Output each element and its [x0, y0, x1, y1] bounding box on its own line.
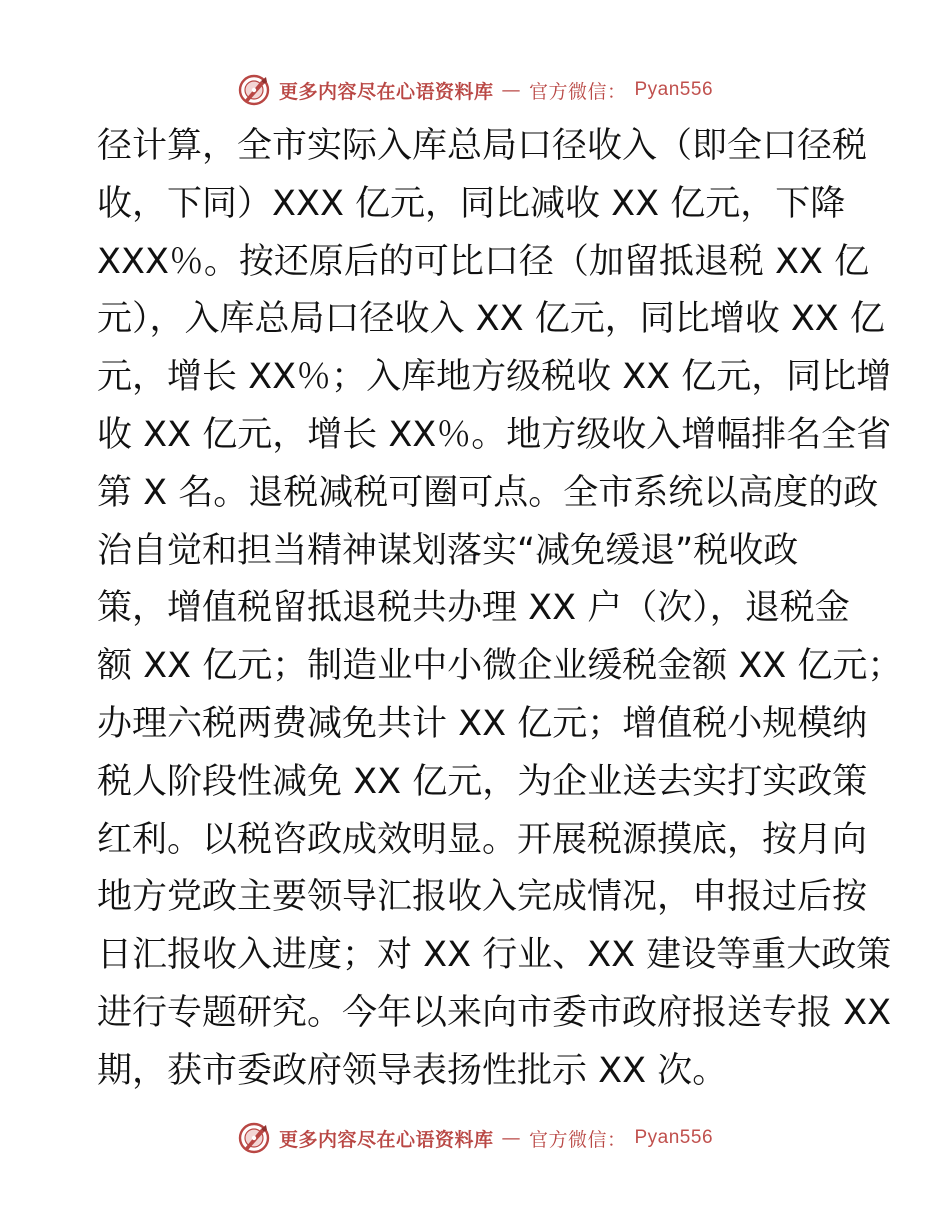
body-line: 日汇报收入进度；对 XX 行业、XX 建设等重大政策	[97, 935, 892, 976]
body-line: 收 XX 亿元，增长 XX％。地方级收入增幅排名全省	[97, 414, 892, 455]
body-line: 地方党政主要领导汇报收入完成情况，申报过后按	[97, 877, 868, 918]
watermark-brand: 更多内容尽在心语资料库	[278, 1128, 494, 1151]
body-line: 额 XX 亿元；制造业中小微企业缓税金额 XX 亿元；	[97, 646, 903, 687]
body-line: 治自觉和担当精神谋划落实“减免缓退”税收政	[97, 530, 799, 571]
footer-watermark	[0, 1118, 950, 1158]
body-line: 税人阶段性减免 XX 亿元，为企业送去实打实政策	[97, 761, 868, 802]
watermark-account: Pyan556	[634, 1127, 714, 1148]
body-paragraph	[97, 118, 903, 1101]
watermark-channel: 官方微信：	[528, 1128, 627, 1151]
body-line: 收，下同）XXX 亿元，同比减收 XX 亿元，下降	[97, 183, 846, 224]
body-line: 办理六税两费减免共计 XX 亿元；增值税小规模纳	[97, 703, 868, 744]
watermark-separator: —	[501, 1127, 521, 1149]
body-line: XXX％。按还原后的可比口径（加留抵退税 XX 亿	[97, 241, 870, 282]
body-line: 第 X 名。退税减税可圈可点。全市系统以高度的政	[97, 472, 879, 513]
body-line: 进行专题研究。今年以来向市委市政府报送专报 XX	[97, 992, 892, 1033]
body-line: 策，增值税留抵退税共办理 XX 户（次），退税金	[97, 588, 850, 629]
watermark-brand: 更多内容尽在心语资料库	[278, 80, 494, 103]
body-line: 期，获市委政府领导表扬性批示 XX 次。	[97, 1050, 728, 1091]
quill-pen-seal-icon	[237, 1121, 271, 1155]
watermark-channel: 官方微信：	[528, 80, 627, 103]
body-line: 红利。以税咨政成效明显。开展税源摸底，按月向	[97, 819, 868, 860]
watermark-account: Pyan556	[634, 79, 714, 100]
watermark-separator: —	[501, 79, 521, 101]
header-watermark	[0, 70, 950, 110]
body-line: 元，增长 XX％；入库地方级税收 XX 亿元，同比增	[97, 357, 892, 398]
quill-pen-seal-icon	[237, 73, 271, 107]
body-line: 径计算，全市实际入库总局口径收入（即全口径税	[97, 126, 868, 166]
body-line: 元），入库总局口径收入 XX 亿元，同比增收 XX 亿	[97, 299, 885, 340]
